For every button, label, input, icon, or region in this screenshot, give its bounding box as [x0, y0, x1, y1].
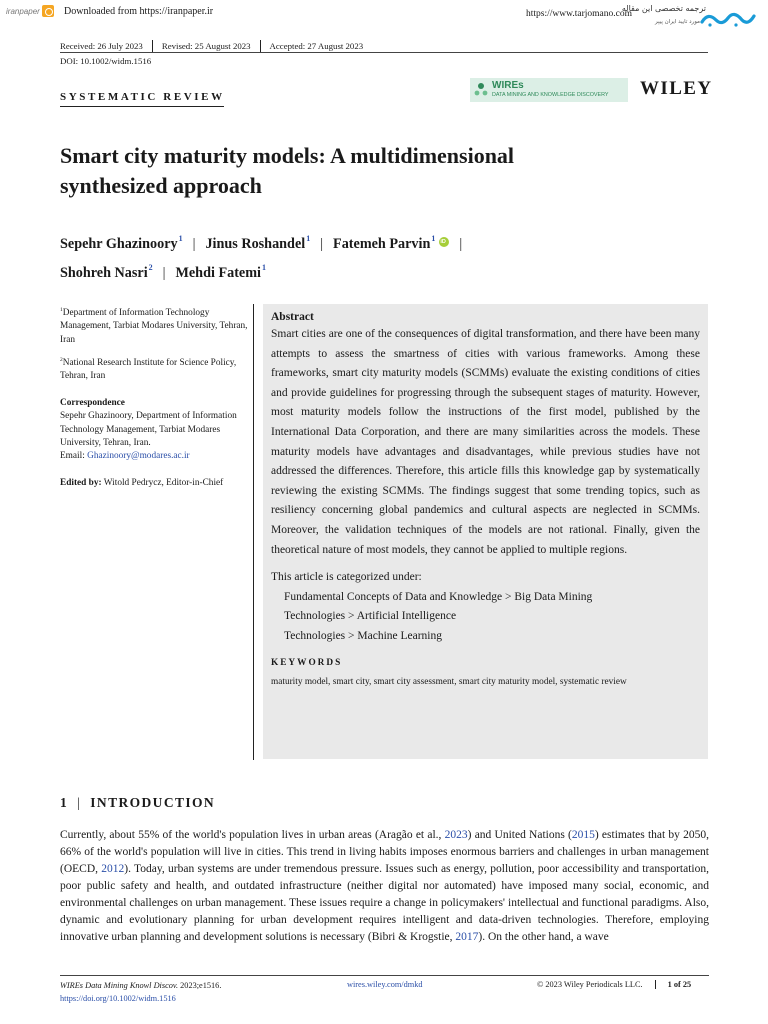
correspondence-heading: Correspondence — [60, 398, 125, 409]
abstract-heading: Abstract — [271, 311, 314, 323]
author-name: Shohreh Nasri — [60, 265, 148, 281]
category-item: Technologies > Artificial Intelligence — [284, 610, 457, 623]
affiliations-column — [60, 304, 248, 497]
author-affiliation-ref[interactable]: 1 — [178, 234, 183, 243]
wires-journal-logo: WIREs DATA MINING AND KNOWLEDGE DISCOVERY — [470, 78, 628, 102]
footer-citation: WIREs Data Mining Knowl Discov. 2023;e1516. https://doi.org/10.1002/widm.1516 — [60, 981, 222, 1003]
article-title: Smart city maturity models: A multidimensional synthesized approach — [60, 143, 515, 198]
article-doi: DOI: 10.1002/widm.1516 — [60, 56, 152, 66]
paragraph-text: ). Today, urban systems are under tremendous pressure. Issues such as energy, pollution, poor accessibility and transportation, poor public safety and health, and outdated infrastructure (neither digital nor automated) have imposed many social, economic, and environmental challenges on urban management. These issues require a change in policymakers' intellectual and functional paradigms. Also, dynamic and evolutionary planning for urban development requires intelligent and data-driven technologies. Therefore, employing innovative urban planning and development solutions is necessary (Bibri & Krogstie, — [60, 863, 709, 943]
footer-site-link[interactable]: wires.wiley.com/dmkd — [347, 980, 423, 989]
citation-year-link[interactable]: 2017 — [455, 931, 479, 943]
footer-doi-link[interactable]: https://doi.org/10.1002/widm.1516 — [60, 993, 176, 1003]
article-type: SYSTEMATIC REVIEW — [60, 91, 225, 103]
correspondence-text: Sepehr Ghazinoory, Department of Information Technology Management, Tarbiat Modares University, Tehran, Iran. — [60, 411, 237, 448]
correspondence-block: Correspondence Sepehr Ghazinoory, Department of Information Technology Management, Tarbiat Modares University, Tehran, Iran. Email: Ghazinoory@modares.ac.ir — [60, 398, 237, 462]
paragraph-text: ) and United Nations ( — [467, 829, 572, 841]
category-item: Fundamental Concepts of Data and Knowledge > Big Data Mining — [284, 590, 593, 603]
author-line-2: Shohreh Nasri$^2$ | Mehdi Fatemi$^1$ — [60, 263, 266, 281]
tarjomano-url[interactable]: https://www.tarjomano.com — [526, 9, 632, 19]
orcid-icon[interactable] — [439, 237, 449, 247]
tarjomano-logo-mark — [698, 8, 756, 30]
tarjomano-logo[interactable]: ترجمه تخصصی این مقاله مورد تایید ایران پیپر — [632, 2, 760, 32]
author-line-1: Sepehr Ghazinoory$^1$ | Jinus Roshandel$^1$ | Fatemeh Parvin$^1$iD | — [60, 227, 700, 256]
iranpaper-logo[interactable]: iranpaper — [6, 4, 58, 18]
download-source-text: Downloaded from https://iranpaper.ir — [64, 5, 214, 17]
wiley-logo: WILEY — [640, 78, 713, 99]
paragraph-text: ) estimates that by 2050, 66% of the world's population will live in cities. This trend in living habits imposes enormous barriers and challenges in urban management (OECD, — [60, 829, 710, 875]
category-item: Technologies > Machine Learning — [284, 629, 443, 642]
article-type-underline — [60, 106, 224, 107]
paragraph-text: Currently, about 55% of the world's population lives in urban areas (Aragão et al., — [60, 829, 445, 841]
abstract-body: Smart cities are one of the consequences of digital transformation, and there have been many attempts to assess the smartness of cities with various frameworks. Among these frameworks, smart city maturity models (SCMMs) evaluate the existing conditions of cities and provide guidelines for progressing through the subsequent stages of maturity. However, most maturity models follow the instructions of the first model, published by the International Data Corporation, and there are many similarities across the models. These maturity models have advantages and disadvantages, while previous studies have not addressed the differences. Therefore, this article fills this knowledge gap by systematically reviewing the existing SCMMs. The findings suggest that some trending topics, such as resiliency concerning global pandemics and cultural aspects are neglected in SCMMs. Moreover, the validation techniques of the models are not rational. Finally, given the theoretical nature of most models, they cannot be applied to multiple regions. — [271, 328, 700, 556]
author-name: Sepehr Ghazinoory — [60, 236, 178, 252]
author-affiliation-ref[interactable]: 1 — [261, 263, 266, 272]
keywords-heading: KEYWORDS — [271, 657, 343, 668]
revised-date: Revised: 25 August 2023 — [162, 40, 261, 53]
author-name: Jinus Roshandel — [205, 236, 306, 252]
author-name: Mehdi Fatemi — [175, 265, 261, 281]
accepted-date: Accepted: 27 August 2023 — [269, 41, 364, 51]
citation-year-link[interactable]: 2012 — [101, 863, 125, 875]
author-list — [60, 227, 700, 285]
author-affiliation-ref[interactable]: 2 — [148, 263, 153, 272]
affiliation-2: $^2$National Research Institute for Science Policy, Tehran, Iran — [60, 356, 237, 381]
copyright: © 2023 Wiley Periodicals LLC. — [537, 980, 643, 989]
citation-year-link[interactable]: 2023 — [444, 829, 468, 841]
categorized-heading: This article is categorized under: — [271, 571, 422, 584]
header-divider — [60, 52, 708, 53]
citation-year-link[interactable]: 2015 — [571, 829, 595, 841]
affiliation-1: $^1$Department of Information Technology Management, Tarbiat Modares University, Tehran, Iran — [60, 307, 248, 345]
top-download-bar — [6, 4, 213, 18]
paragraph-text: ). On the other hand, a wave — [478, 931, 609, 943]
page-number: 1 of 25 — [655, 980, 692, 989]
author-name: Fatemeh Parvin — [333, 236, 431, 252]
introduction-paragraph — [60, 827, 709, 946]
author-affiliation-ref[interactable]: 1 — [431, 234, 436, 243]
footer-divider — [60, 975, 709, 976]
correspondence-email-link[interactable]: Ghazinoory@modares.ac.ir — [87, 451, 190, 462]
abstract-box — [263, 304, 708, 759]
column-divider — [253, 304, 254, 760]
keywords-list: maturity model, smart city, smart city assessment, smart city maturity model, systematic review — [271, 676, 627, 687]
wires-badge-icon — [473, 81, 489, 99]
received-date: Received: 26 July 2023 — [60, 40, 153, 53]
footer-right — [537, 980, 691, 989]
author-affiliation-ref[interactable]: 1 — [306, 234, 311, 243]
edited-by: Edited by: Witold Pedrycz, Editor-in-Chief — [60, 478, 224, 489]
introduction-heading: 1 | INTRODUCTION — [60, 795, 216, 810]
